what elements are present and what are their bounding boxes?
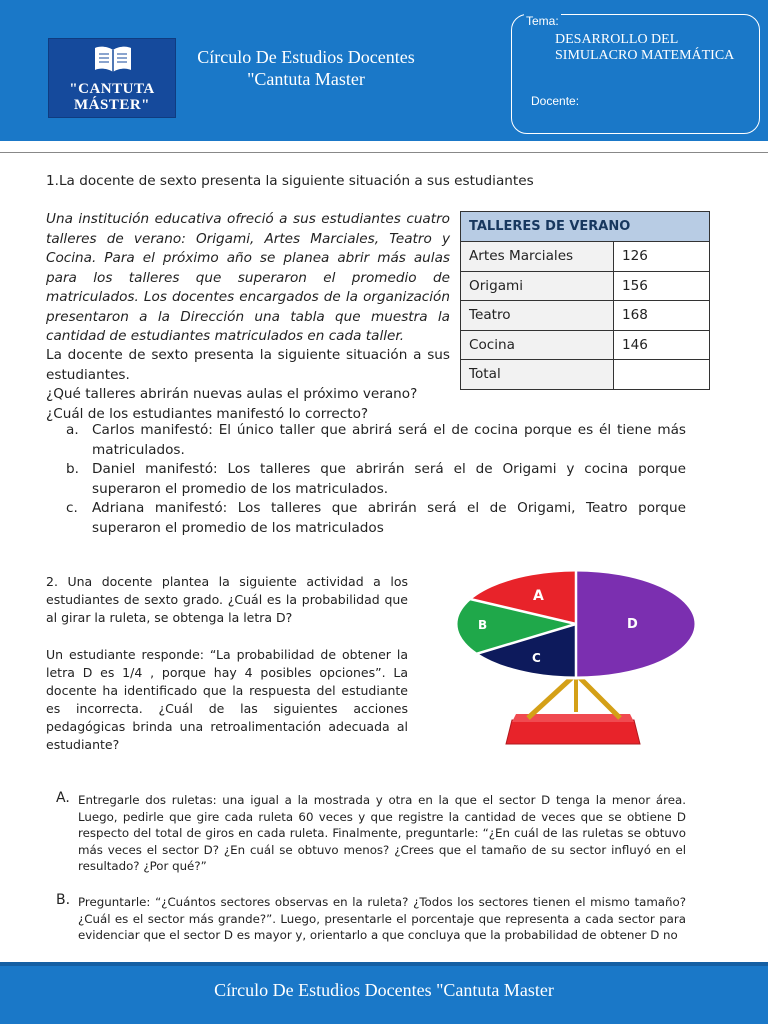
question2-option-b [56,894,686,944]
workshops-table [460,211,710,390]
option-letter: c. [66,500,78,516]
header-title [196,46,416,90]
header-title-line1: Círculo De Estudios Docentes [197,47,415,67]
wheel-leg-right [576,674,620,718]
table-row [461,242,710,272]
roulette-wheel-illustration [420,562,720,762]
header-title-line2: "Cantuta Master [247,69,365,89]
question1-scenario: Una institución educativa ofreció a sus estudiantes cuatro talleres de verano: Origami, Artes Marciales, Teatro y Cocina. Para el próximo año se planea abrir más aulas para los talleres que superaron el promedio de matriculados. Los docentes encargados de la organización presentaron a la Dirección una tabla que muestra la cantidad de estudiantes matriculados en cada taller. [46,211,450,344]
wheel-label-b: B [478,618,488,632]
logo-text [69,81,154,113]
table-row [461,271,710,301]
wheel-disc [456,570,696,678]
wheel-label-c: C [532,651,541,665]
page-footer [0,962,768,1024]
question2-student-answer: Un estudiante responde: “La probabilidad de obtener la letra D es 1/4 , porque hay 4 posibles opciones”. La docente ha identificado que la respuesta del estudiante es incorrecta. ¿Cuál de las siguientes acciones pedagógicas brinda una retroalimentación adecuada al estudiante? [46,647,408,752]
table-row-total [461,360,710,390]
table-cell-value [614,360,710,390]
table-cell-value: 156 [614,271,710,301]
footer-text: Círculo De Estudios Docentes "Cantuta Master [214,980,554,1000]
option-text: Preguntarle: “¿Cuántos sectores observas en la ruleta? ¿Todos los sectores tienen el mismo tamaño? ¿Cuál es el sector más grande?”. Luego, presentarle el porcentaje que representa a cada sector para evidenciar que el sector D es mayor y, orientarlo a que concluya que la probabilidad de obtener D no [78,895,686,942]
question1-context: La docente de sexto presenta la siguiente situación a sus estudiantes. [46,347,450,383]
table-cell-name: Teatro [461,301,614,331]
question1-prompt-line1: ¿Qué talleres abrirán nuevas aulas el próximo verano? [46,386,418,402]
logo-text-line2: MÁSTER" [73,97,150,113]
question1-options [66,421,686,538]
question1-prompt [46,385,466,424]
question1-option-a [66,421,686,460]
wheel-leg-left [528,674,576,718]
table-cell-value: 126 [614,242,710,272]
question2-text: 2. Una docente plantea la siguiente actividad a los estudiantes de sexto grado. ¿Cuál es la probabilidad que al girar la ruleta, se obtenga la letra D? [46,574,408,625]
option-text: Entregarle dos ruletas: una igual a la mostrada y otra en la que el sector D tenga la menor área. Luego, pedirle que gire cada ruleta 60 veces y que registre la cantidad de veces que se obtiene D respecto del total de giros en cada ruleta. Finalmente, preguntarle: “¿En cuál de las ruletas se obtuvo más veces el sector D? ¿En cuál se obtuvo menos? ¿Crees que el tamaño de su sector influyó en el resultado? ¿Por qué?” [78,793,686,873]
wheel-label-d: D [627,617,638,632]
table-cell-name: Origami [461,271,614,301]
header-divider [0,152,768,153]
question1-option-b [66,460,686,499]
option-text: Daniel manifestó: Los talleres que abrirán será el de Origami y cocina porque superaron el promedio de los matriculados. [92,461,686,497]
option-letter: A. [56,790,70,806]
tema-label: Tema: [526,14,559,28]
table-cell-name: Cocina [461,330,614,360]
wheel-label-a: A [533,588,544,604]
question1-title: 1.La docente de sexto presenta la siguiente situación a sus estudiantes [46,173,534,189]
logo-text-line1: "CANTUTA [69,81,155,97]
tema-value: DESARROLLO DEL SIMULACRO MATEMÁTICA [555,32,735,63]
table-header: TALLERES DE VERANO [461,212,710,242]
question1-option-c [66,499,686,538]
table-header-row [461,212,710,242]
question2-option-a [56,792,686,875]
table-cell-name: Artes Marciales [461,242,614,272]
table-cell-value: 168 [614,301,710,331]
option-letter: a. [66,422,79,438]
wheel-stand-base [506,720,640,744]
table-cell-name: Total [461,360,614,390]
page-header [0,0,768,141]
open-book-icon [93,44,133,74]
option-letter: b. [66,461,79,477]
table-row [461,301,710,331]
question1-prompt-line2: ¿Cuál de los estudiantes manifestó lo correcto? [46,405,369,422]
cantuta-master-logo [48,38,176,118]
table-row [461,330,710,360]
option-text: Adriana manifestó: Los talleres que abrirán será el de Origami, Teatro porque superaron el promedio de los matriculados [92,500,686,536]
option-letter: B. [56,892,71,908]
table-cell-value: 146 [614,330,710,360]
docente-label: Docente: [531,94,580,108]
option-text: Carlos manifestó: El único taller que abrirá será el de cocina porque es él tiene más matriculados. [92,422,686,458]
